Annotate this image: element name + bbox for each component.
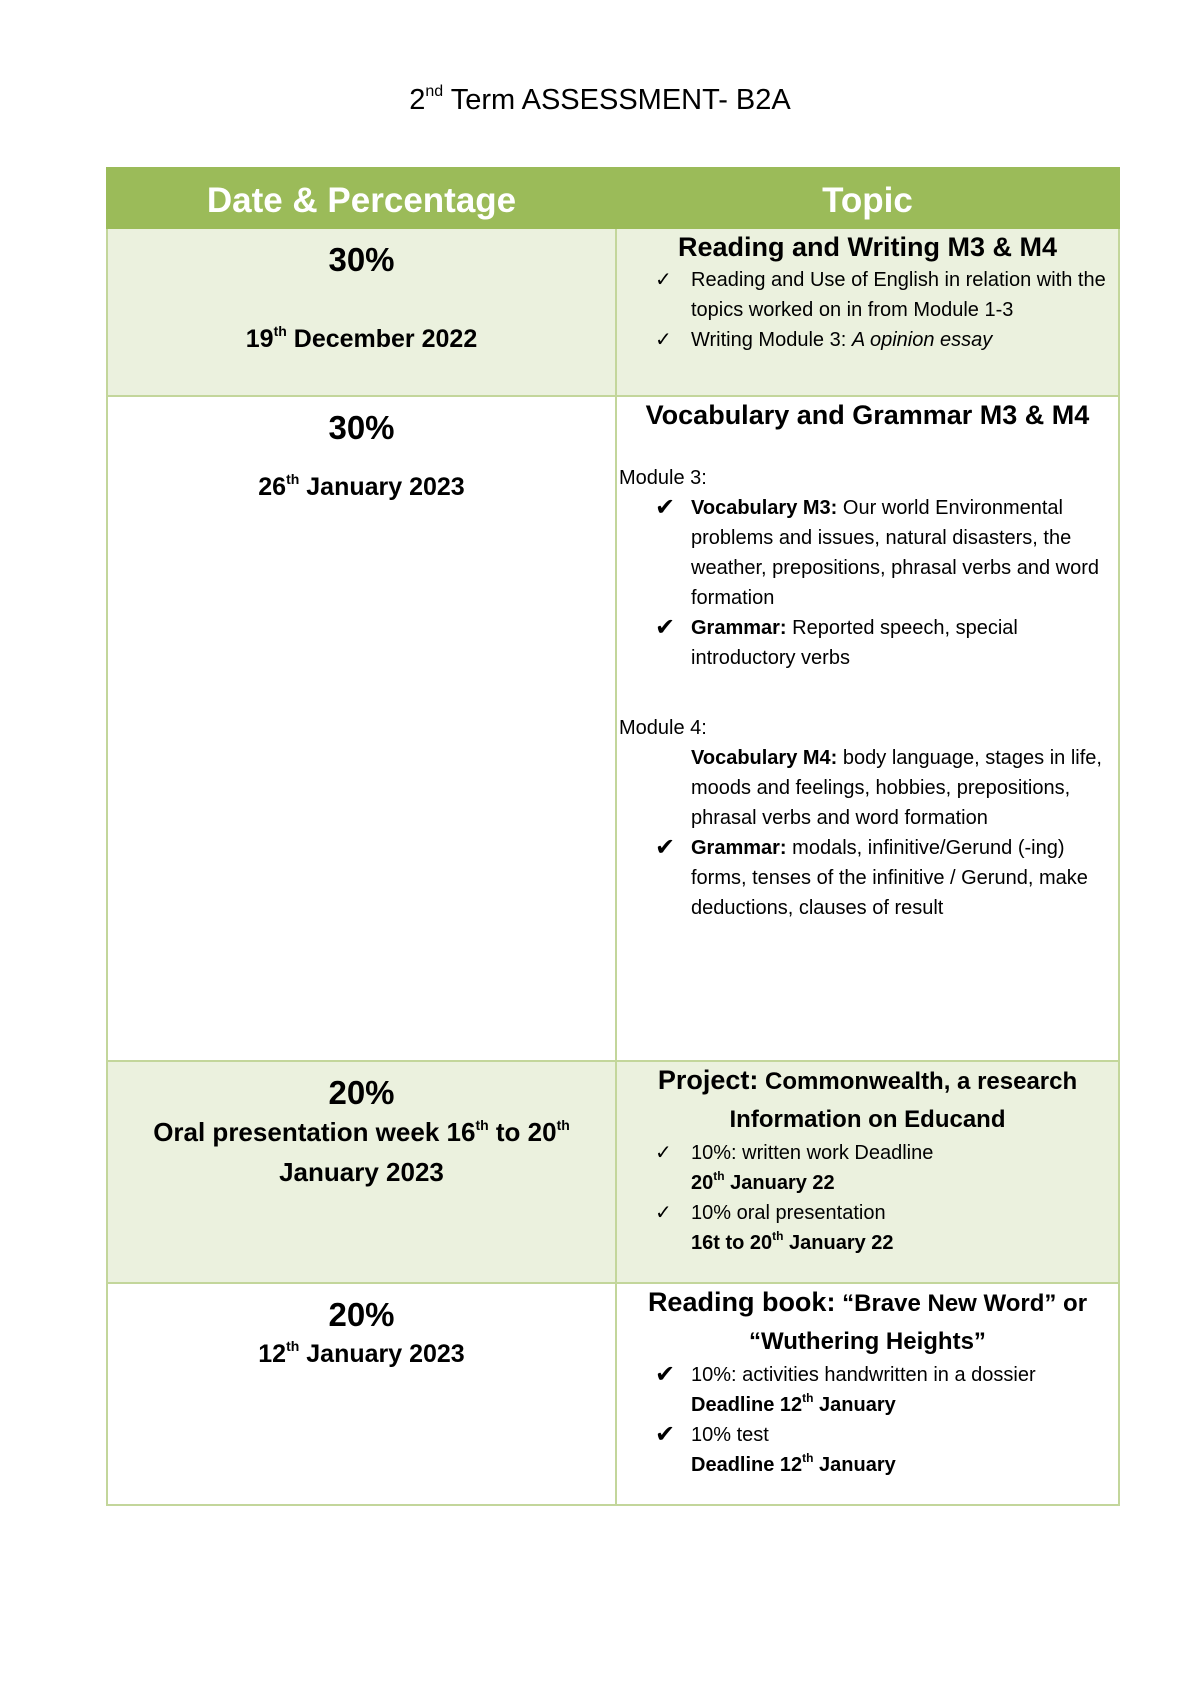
table-row [107,1061,1119,1283]
item-label: Vocabulary M4: [691,747,838,769]
assessment-date [108,467,615,507]
topic-title [617,1062,1118,1138]
list-item [655,833,1118,923]
module-3-label: Module 3: [619,467,707,489]
date-rest: January 2023 [279,1157,444,1187]
deadline-rest: January [813,1394,896,1416]
deadline-prefix: 16t to 20 [691,1232,773,1254]
check-icon: ✔ [655,834,676,861]
topic-cell [616,1283,1119,1505]
deadline-suffix: th [772,1229,784,1243]
item-text: 10%: written work Deadline [691,1142,934,1164]
list-item [655,493,1118,613]
topic-text: “Brave New Word” or “Wuthering Heights” [749,1290,1088,1355]
deadline-text [691,1169,835,1194]
date-day: 19 [245,325,274,353]
check-icon: ✓ [655,1202,672,1224]
list-item [655,325,1118,355]
item-text: Reported speech, special introductory verbs [691,617,1018,669]
deadline-rest: January [813,1454,896,1476]
percentage: 30% [328,409,395,446]
check-icon: ✓ [655,1142,672,1164]
deadline-suffix: th [713,1169,725,1183]
deadline-text [691,1229,894,1254]
header-date-percentage: Date & Percentage [107,168,616,228]
date-rest: January 2023 [299,473,465,501]
title-ordinal: 2 [409,84,426,116]
percentage: 30% [328,241,395,278]
date-suffix: th [286,471,300,487]
date-percentage-cell [107,1061,616,1283]
header-topic: Topic [616,168,1119,228]
deadline-day: 20 [691,1172,714,1194]
date-mid: to 20 [488,1117,557,1147]
topic-label: Project: [657,1065,759,1095]
item-italic-text: A opinion essay [851,329,993,351]
check-icon: ✓ [655,269,672,291]
date-suffix: th [273,323,287,339]
assessment-date [108,319,615,359]
module-4-label: Module 4: [619,717,707,739]
deadline-rest: January 22 [783,1232,894,1254]
percentage: 20% [328,1074,395,1111]
table-row [107,396,1119,1061]
list-item [655,1420,1118,1480]
date-suffix: th [556,1117,570,1133]
list-item [655,265,1118,325]
topic-cell [616,228,1119,396]
deadline-prefix: Deadline 12 [691,1394,803,1416]
date-rest: December 2022 [286,325,478,353]
topic-list [617,1138,1118,1258]
table-row [107,1283,1119,1505]
item-label: Grammar: [691,837,787,859]
list-item [655,1138,1118,1198]
item-text: 10% oral presentation [691,1202,886,1224]
date-prefix: Oral presentation week 16 [153,1117,476,1147]
topic-title: Vocabulary and Grammar M3 & M4 [645,400,1090,430]
check-icon: ✔ [655,1421,676,1448]
topic-list [617,265,1118,355]
module-4-list [617,743,1118,923]
date-suffix: th [475,1117,489,1133]
topic-text: Commonwealth, a research Information on Educand [729,1068,1078,1133]
topic-list [617,1360,1118,1480]
date-day: 12 [258,1340,287,1368]
deadline-suffix: th [802,1391,814,1405]
date-percentage-cell [107,396,616,1061]
item-text: Reading and Use of English in relation with the topics worked on in from Module 1-3 [691,269,1106,321]
topic-title [617,1284,1118,1360]
item-text: body language, stages in life, moods and feelings, hobbies, prepositions, phrasal verbs and word formation [691,747,1102,829]
check-icon: ✔ [655,1361,676,1388]
topic-cell [616,396,1119,1061]
assessment-table [106,167,1120,1506]
item-text: modals, infinitive/Gerund (-ing) forms, tenses of the infinitive / Gerund, make deductions, clauses of result [691,837,1088,919]
topic-label: Reading book: [647,1287,836,1317]
list-item [655,1198,1118,1258]
item-text: Our world Environmental problems and issues, natural disasters, the weather, prepositions, phrasal verbs and word formation [691,497,1100,609]
check-icon: ✔ [655,494,676,521]
date-day: 26 [258,473,287,501]
topic-cell [616,1061,1119,1283]
list-item [655,1360,1118,1420]
percentage: 20% [328,1296,395,1333]
item-text: 10%: activities handwritten in a dossier [691,1364,1036,1386]
table-row [107,228,1119,396]
assessment-date [108,1112,615,1192]
topic-title: Reading and Writing M3 & M4 [677,232,1057,262]
title-ordinal-suffix: nd [425,83,444,100]
page-title [0,80,1200,120]
date-percentage-cell [107,1283,616,1505]
deadline-text [691,1451,896,1476]
title-text: Term ASSESSMENT- B2A [443,84,791,116]
list-item [655,613,1118,673]
item-label: Vocabulary M3: [691,497,838,519]
deadline-text [691,1391,896,1416]
check-icon: ✓ [655,329,672,351]
deadline-prefix: Deadline 12 [691,1454,803,1476]
date-suffix: th [286,1338,300,1354]
list-item [691,743,1118,833]
check-icon: ✔ [655,614,676,641]
table-header-row [107,168,1119,228]
deadline-suffix: th [802,1451,814,1465]
item-text: 10% test [691,1424,769,1446]
date-rest: January 2023 [299,1340,465,1368]
date-percentage-cell [107,228,616,396]
item-label: Grammar: [691,617,787,639]
module-3-list [617,493,1118,673]
deadline-rest: January 22 [724,1172,835,1194]
item-text: Writing Module 3: [691,329,852,351]
assessment-date [108,1334,615,1374]
